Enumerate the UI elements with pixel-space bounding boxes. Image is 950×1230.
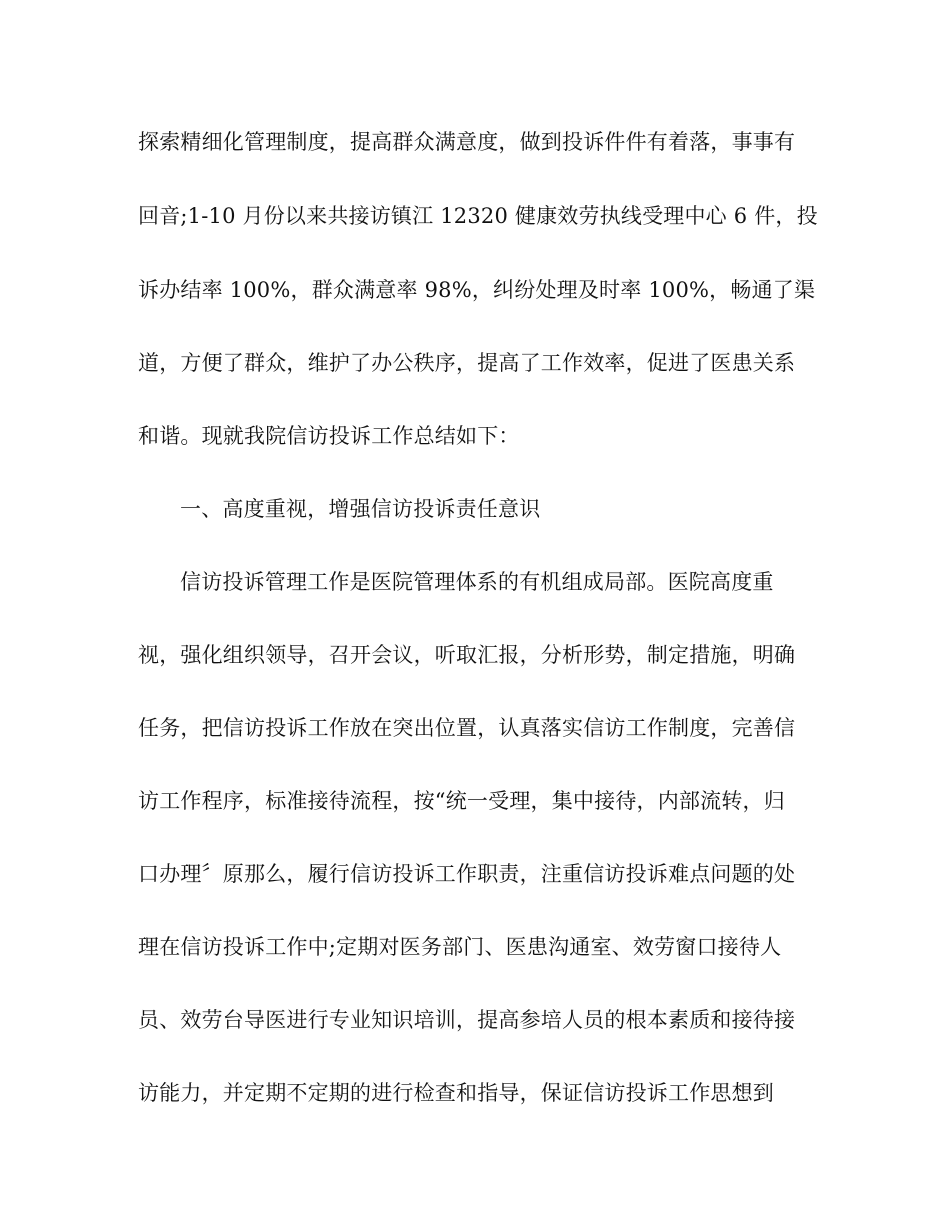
text-line: 探索精细化管理制度，提高群众满意度，做到投诉件件有着落，事事有 [138, 130, 796, 154]
section-heading: 一、高度重视，增强信访投诉责任意识 [180, 497, 541, 521]
text-line: 和谐。现就我院信访投诉工作总结如下： [138, 424, 520, 448]
text-line: 道，方便了群众，维护了办公秩序，提高了工作效率，促进了医患关系 [138, 351, 796, 375]
paragraph-first-line: 信访投诉管理工作是医院管理体系的有机组成局部。医院高度重 [180, 570, 774, 594]
text-line: 诉办结率 100%，群众满意率 98%，纠纷处理及时率 100%，畅通了渠 [138, 278, 816, 302]
text-line: 访工作程序，标准接待流程，按“统一受理，集中接待，内部流转，归 [138, 789, 785, 813]
text-line: 员、效劳台导医进行专业知识培训，提高参培人员的根本素质和接待接 [138, 1008, 796, 1032]
text-line: 回音;1-10 月份以来共接访镇江 12320 健康效劳执线受理中心 6 件，投 [138, 204, 818, 228]
text-line: 访能力，并定期不定期的进行检查和指导，保证信访投诉工作思想到 [138, 1081, 774, 1105]
text-line: 视，强化组织领导，召开会议，听取汇报，分析形势，制定措施，明确 [138, 643, 796, 667]
text-line: 口办理〞原那么，履行信访投诉工作职责，注重信访投诉难点问题的处 [138, 862, 796, 886]
text-line: 理在信访投诉工作中;定期对医务部门、医患沟通室、效劳窗口接待人 [138, 935, 782, 959]
text-line: 任务，把信访投诉工作放在突出位置，认真落实信访工作制度，完善信 [138, 716, 796, 740]
